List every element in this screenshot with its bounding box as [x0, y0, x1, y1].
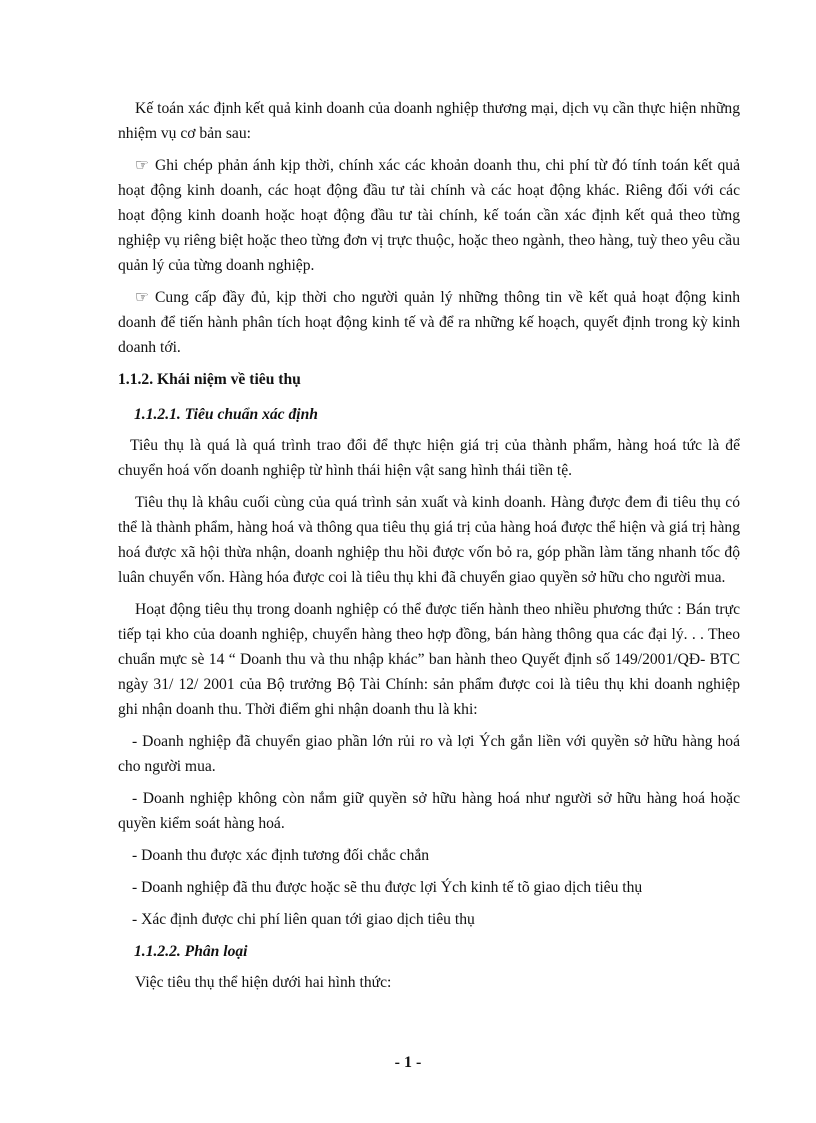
- subsection-heading-1-1-2-1: 1.1.2.1. Tiêu chuẩn xác định: [134, 406, 318, 423]
- dash-item-5: - Xác định được chi phí liên quan tới giao dịch tiêu thụ: [132, 911, 475, 928]
- bullet-paragraph-1: [118, 153, 740, 278]
- dash-item-1: - Doanh nghiệp đã chuyển giao phần lớn rủi ro và lợi Ých gắn liền với quyền sở hữu hàng hoá cho người mua.: [118, 733, 740, 775]
- paragraph-4: Việc tiêu thụ thể hiện dưới hai hình thức:: [135, 974, 392, 991]
- hand-pointer-icon: ☞: [135, 157, 149, 174]
- dash-item-2: - Doanh nghiệp không còn nắm giữ quyền sở hữu hàng hoá như người sở hữu hàng hoá hoặc quyền kiểm soát hàng hoá.: [118, 790, 740, 832]
- paragraph-1: Tiêu thụ là quá là quá trình trao đổi để thực hiện giá trị của thành phẩm, hàng hoá tức là để chuyển hoá vốn doanh nghiệp từ hình thái hiện vật sang hình thái tiền tệ.: [118, 437, 740, 479]
- dash-item-4: - Doanh nghiệp đã thu được hoặc sẽ thu được lợi Ých kinh tế tõ giao dịch tiêu thụ: [132, 879, 643, 896]
- dash-item-3: - Doanh thu được xác định tương đối chắc chắn: [132, 847, 430, 864]
- bullet-paragraph-2: [118, 285, 740, 360]
- hand-pointer-icon: ☞: [135, 289, 149, 306]
- bullet-2-text: Cung cấp đầy đủ, kịp thời cho người quản lý những thông tin về kết quả hoạt động kinh doanh để tiến hành phân tích hoạt động kinh tế và để ra những kế hoạch, quyết định trong kỳ kinh doanh tới.: [118, 289, 740, 356]
- section-heading-1-1-2: 1.1.2. Khái niệm về tiêu thụ: [118, 371, 301, 388]
- subsection-heading-1-1-2-2: 1.1.2.2. Phân loại: [134, 943, 248, 960]
- paragraph-3: Hoạt động tiêu thụ trong doanh nghiệp có thể được tiến hành theo nhiều phương thức : Bán trực tiếp tại kho của doanh nghiệp, chuyển hàng theo hợp đồng, bán hàng thông qua các đại lý. . . Theo chuẩn mực sè 14 “ Doanh thu và thu nhập khác” ban hành theo Quyết định số 149/2001/QĐ- BTC ngày 31/ 12/ 2001 của Bộ trưởng Bộ Tài Chính: sản phẩm được coi là tiêu thụ khi doanh nghiệp ghi nhận doanh thu. Thời điểm ghi nhận doanh thu là khi:: [118, 601, 740, 718]
- paragraph-2: Tiêu thụ là khâu cuối cùng của quá trình sản xuất và kinh doanh. Hàng được đem đi tiêu thụ có thể là thành phẩm, hàng hoá và thông qua tiêu thụ giá trị của hàng hoá được thể hiện và giá trị hàng hoá được xã hội thừa nhận, doanh nghiệp thu hồi được vốn bỏ ra, góp phần làm tăng nhanh tốc độ luân chuyển vốn. Hàng hóa được coi là tiêu thụ khi đã chuyển giao quyền sở hữu cho người mua.: [118, 494, 740, 586]
- intro-paragraph: Kế toán xác định kết quả kinh doanh của doanh nghiệp thương mại, dịch vụ cần thực hiện những nhiệm vụ cơ bản sau:: [118, 100, 740, 142]
- page-number: - 1 -: [394, 1054, 422, 1071]
- document-page: [118, 96, 740, 1002]
- bullet-1-text: Ghi chép phản ánh kịp thời, chính xác các khoản doanh thu, chi phí từ đó tính toán kết quả hoạt động kinh doanh, các hoạt động đầu tư tài chính và các hoạt động khác. Riêng đối với các hoạt động kinh doanh hoặc hoạt động đầu tư tài chính, kế toán cần xác định kết quả theo từng nghiệp vụ riêng biệt hoặc theo từng đơn vị trực thuộc, hoặc theo ngành, theo hàng, tuỳ theo yêu cầu quản lý của từng doanh nghiệp.: [118, 157, 740, 274]
